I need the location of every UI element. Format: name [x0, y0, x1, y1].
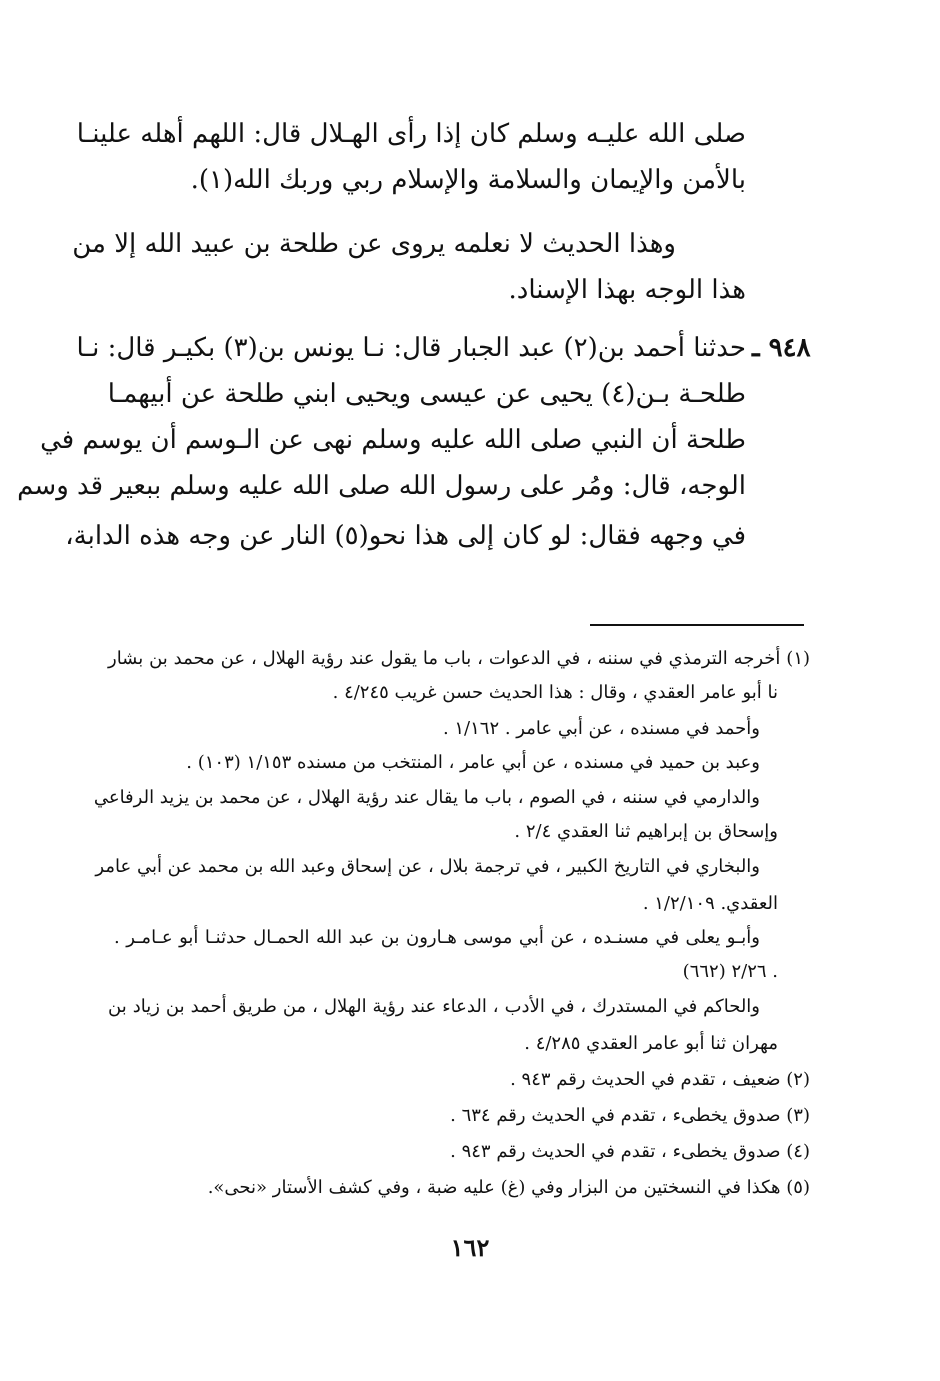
intro-line-2: بالأمن والإيمان والسلامة والإسلام ربي وربك الله(١). [190, 165, 746, 195]
footnote-line: نا أبو عامر العقدي ، وقال : هذا الحديث حسن غريب ٤/٢٤٥ . [332, 682, 778, 703]
footnote-line: وإسحاق بن إبراهيم ثنا العقدي ٢/٤ . [514, 821, 778, 842]
footnote-line: (٣) صدوق يخطىء ، تقدم في الحديث رقم ٦٣٤ . [450, 1105, 810, 1126]
footnote-line: (٥) هكذا في النسختين من البزار وفي (غ) عليه ضبة ، وفي كشف الأستار «نحى». [207, 1177, 810, 1198]
intro-line-1: صلى الله عليـه وسلم كان إذا رأى الهـلال قال: اللهم أهله علينـا [76, 119, 746, 149]
hadith-line-2: طلحـة بـن(٤) يحيى عن عيسى ويحيى ابني طلحة عن أبيهمـا [107, 379, 746, 409]
footnote-line: والدارمي في سننه ، في الصوم ، باب ما يقال عند رؤية الهلال ، عن محمد بن يزيد الرفاعي [93, 787, 760, 808]
footnote-line: والبخاري في التاريخ الكبير ، في ترجمة بلال ، عن إسحاق وعبد الله بن محمد عن أبي عامر [95, 856, 760, 877]
footnote-line: وأحمد في مسنده ، عن أبي عامر . ١/١٦٢ . [442, 718, 760, 739]
hadith-line-4: الوجه، قال: ومُر على رسول الله صلى الله عليه وسلم ببعير قد وسم [17, 471, 746, 501]
footnote-line: ٢/٢٦ (٦٦٢) . [682, 961, 778, 982]
comment-line-1: وهذا الحديث لا نعلمه يروى عن طلحة بن عبيد الله إلا من [72, 229, 676, 259]
comment-line-2: هذا الوجه بهذا الإسناد. [508, 275, 746, 305]
page-number: ١٦٢ [450, 1233, 490, 1262]
hadith-line-5: في وجهه فقال: لو كان إلى هذا نحو(٥) النار عن وجه هذه الدابة، [65, 521, 746, 551]
footnote-separator [590, 624, 804, 626]
hadith-number: ٩٤٨ ـ [752, 333, 811, 363]
footnote-line: (٤) صدوق يخطىء ، تقدم في الحديث رقم ٩٤٣ . [450, 1141, 810, 1162]
footnote-line: وأبـو يعلى في مسنـده ، عن أبي موسى هـارون بن عبد الله الحمـال حدثنـا أبو عـامـر . [114, 927, 760, 948]
footnote-line: مهران ثنا أبو عامر العقدي ٤/٢٨٥ . [524, 1033, 778, 1054]
hadith-line-3: طلحة أن النبي صلى الله عليه وسلم نهى عن الـوسم أن يوسم في [40, 425, 746, 455]
footnote-line: (١) أخرجه الترمذي في سننه ، في الدعوات ، باب ما يقول عند رؤية الهلال ، عن محمد بن بشار [108, 648, 811, 669]
footnote-line: العقدي. ١/٢/١٠٩ . [642, 893, 778, 914]
footnote-line: وعبد بن حميد في مسنده ، عن أبي عامر ، المنتخب من مسنده ١/١٥٣ (١٠٣) . [186, 752, 760, 773]
footnote-line: (٢) ضعيف ، تقدم في الحديث رقم ٩٤٣ . [510, 1069, 810, 1090]
hadith-line-1: حدثنا أحمد بن(٢) عبد الجبار قال: نـا يونس بن(٣) بكيـر قال: نـا [76, 333, 746, 363]
footnote-line: والحاكم في المستدرك ، في الأدب ، الدعاء عند رؤية الهلال ، من طريق أحمد بن زياد بن [108, 996, 760, 1017]
